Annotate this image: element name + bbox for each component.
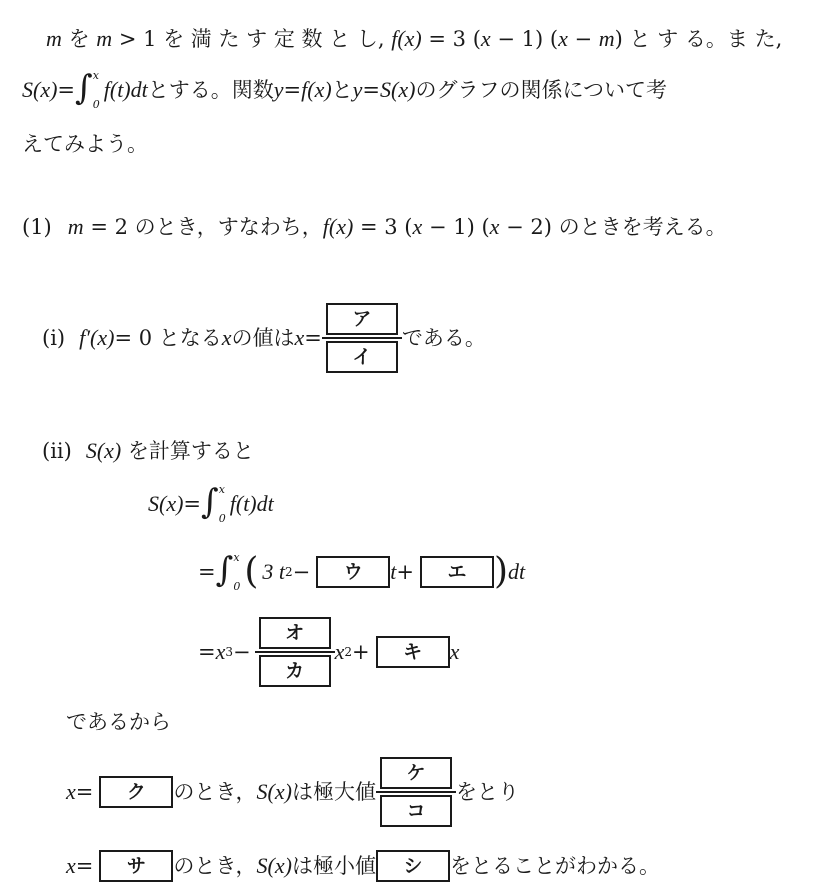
var-x: x (412, 214, 423, 239)
equation-3 (198, 612, 459, 692)
term: 3 t (262, 559, 285, 584)
text: − 2) のときを考える。 (499, 215, 727, 239)
text: = 2 のとき，すなわち， (83, 215, 323, 239)
fraction-ke-ko (376, 757, 456, 827)
text: の値は (231, 325, 295, 350)
func-S: S(x) (380, 77, 416, 102)
answer-box-shi[interactable]: シ (376, 850, 450, 882)
lower-limit: 0 (233, 580, 241, 593)
integral-sign: ∫ (215, 550, 234, 590)
integral-sign: ∫ (75, 68, 93, 108)
func-f-prime: f′(x) (79, 325, 115, 350)
var-x: x (489, 214, 500, 239)
text: を計算すると (121, 439, 254, 463)
var-x: x (221, 325, 232, 350)
var-m: m (46, 26, 62, 51)
text: − 1) ( (422, 215, 490, 239)
func-S: S(x) (256, 779, 292, 804)
intro-line-3: えてみよう。 (22, 132, 148, 156)
text: は極大値 (291, 779, 376, 804)
var-x: x (66, 779, 76, 804)
var-x: x (294, 325, 305, 350)
text: = (304, 325, 322, 350)
var-m: m (598, 26, 615, 51)
sub-i (42, 298, 486, 378)
text: > 1 を 満 た す 定 数 と し, (112, 27, 392, 51)
integrand: f(t)dt (103, 77, 148, 102)
text: のとき， (173, 853, 257, 878)
intro-line-1 (46, 28, 782, 50)
integral-limits (219, 484, 226, 524)
func-S: S(x) (85, 438, 122, 463)
fraction-bar (322, 337, 402, 339)
var-x: x (480, 26, 491, 51)
text: = 3 ( (421, 27, 481, 51)
text: = (198, 559, 216, 584)
text: と (331, 77, 353, 102)
var-t: t (390, 559, 397, 584)
text: をとり (455, 779, 519, 804)
upper-limit: x (218, 483, 225, 496)
text: である。 (401, 325, 486, 350)
differential: dt (508, 559, 526, 584)
var-m: m (96, 26, 113, 51)
maximum-line (66, 752, 519, 832)
fraction-o-ka (255, 617, 335, 687)
var-x: x (558, 26, 568, 51)
answer-box-u[interactable]: ウ (316, 556, 390, 588)
text: = (362, 77, 381, 102)
func-S: S(x) (22, 77, 58, 102)
sub-label: (ii) (42, 439, 72, 463)
func-S: S(x) (148, 491, 184, 516)
part-1 (22, 216, 727, 238)
text: + (352, 639, 370, 664)
text: − (233, 639, 251, 664)
text: = (183, 491, 202, 516)
fraction-bar (255, 651, 335, 653)
upper-limit: x (92, 69, 99, 82)
equation-1 (148, 482, 274, 526)
text: = (75, 853, 94, 878)
text: − 1) ( (490, 27, 559, 51)
equation-2 (198, 550, 525, 594)
text: のグラフの関係について考 (415, 77, 668, 102)
integral-sign: ∫ (201, 482, 219, 522)
left-paren: ( (244, 551, 259, 592)
intro-line-2 (22, 68, 667, 112)
text: = 3 ( (353, 215, 413, 239)
answer-box-ki[interactable]: キ (376, 636, 450, 668)
answer-box-sa[interactable]: サ (99, 850, 173, 882)
var-x: x (449, 639, 460, 664)
exponent: 3 (225, 645, 234, 659)
text: のとき， (173, 779, 257, 804)
text: − (567, 27, 599, 51)
text: = 0 となる (114, 325, 222, 350)
var-y: y (352, 77, 363, 102)
func-S: S(x) (256, 853, 292, 878)
text: は極小値 (291, 853, 376, 878)
answer-box-o[interactable]: オ (259, 617, 331, 649)
var-m: m (67, 214, 84, 239)
exponent: 2 (285, 565, 293, 579)
fraction-bar (376, 791, 456, 793)
text: = (283, 77, 302, 102)
answer-box-ka[interactable]: カ (259, 655, 331, 687)
text: = (75, 779, 94, 804)
answer-box-ke[interactable]: ケ (380, 757, 452, 789)
conclusion-text: であるから (66, 710, 171, 734)
integrand: f(t)dt (229, 491, 274, 516)
text: = (198, 639, 216, 664)
text: − (292, 559, 311, 584)
var-x: x (334, 639, 345, 664)
func-f: f(x) (301, 77, 332, 102)
right-paren: ) (493, 551, 509, 592)
fraction-a-i (322, 303, 402, 373)
func-f: f(x) (391, 26, 422, 51)
integral-limits (233, 552, 240, 592)
text: + (396, 559, 414, 584)
text: = (57, 77, 76, 102)
upper-limit: x (233, 551, 240, 564)
integral-limits (93, 70, 100, 110)
exponent: 2 (344, 645, 353, 659)
text: を (61, 27, 97, 51)
minimum-line (66, 848, 660, 884)
answer-box-e[interactable]: エ (420, 556, 494, 588)
lower-limit: 0 (218, 512, 226, 525)
var-x: x (66, 853, 76, 878)
text: とする。関数 (147, 77, 274, 102)
text: ) と す る。ま た, (614, 27, 783, 51)
part-label: (1) (22, 215, 52, 239)
answer-box-a[interactable]: ア (326, 303, 398, 335)
answer-box-i[interactable]: イ (326, 341, 398, 373)
answer-box-ko[interactable]: コ (380, 795, 452, 827)
var-y: y (273, 77, 284, 102)
var-x: x (215, 639, 226, 664)
text: をとることがわかる。 (449, 853, 660, 878)
answer-box-ku[interactable]: ク (99, 776, 173, 808)
sub-ii-heading (42, 440, 254, 462)
func-f: f(x) (322, 214, 354, 239)
sub-label: (i) (42, 325, 66, 350)
lower-limit: 0 (92, 98, 100, 111)
